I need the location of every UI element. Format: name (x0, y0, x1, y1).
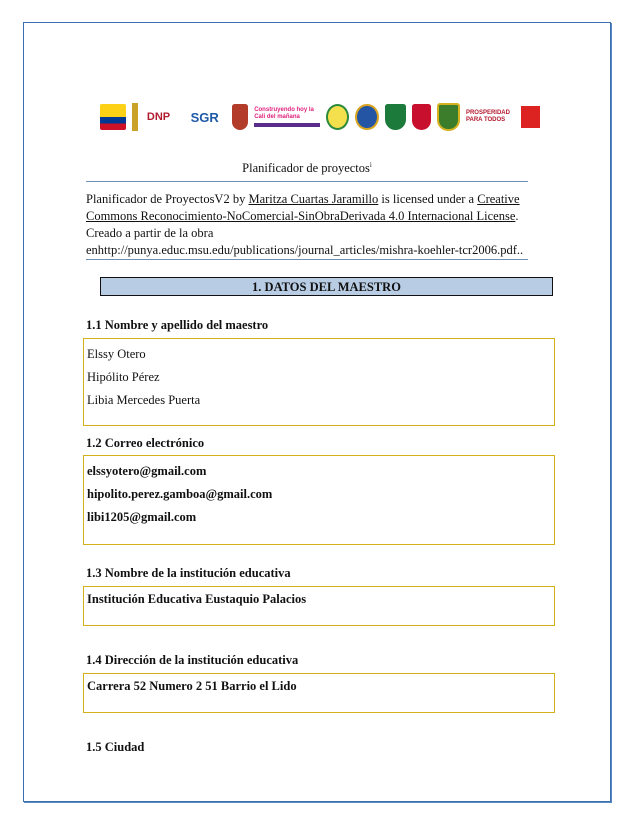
correo-value-1: elssyotero@gmail.com (87, 464, 207, 478)
document-title-text: Planificador de proyectos (242, 161, 370, 176)
author-link[interactable]: Maritza Cuartas Jaramillo (248, 192, 379, 206)
title-divider (86, 181, 528, 182)
license-source-url: enhttp://punya.educ.msu.edu/publications/journal_articles/mishra-koehler-tcr2006.pdf.. (86, 243, 524, 257)
construyendo-logo-text: Construyendo hoy la Cali del mañana (254, 107, 314, 120)
section-header-datos-maestro: 1. DATOS DEL MAESTRO (100, 277, 553, 296)
sena-logo-icon (521, 106, 540, 128)
seal-blue-icon (355, 104, 378, 130)
direccion-value: Carrera 52 Numero 2 51 Barrio el Lido (87, 679, 297, 693)
nombre-value-3: Libia Mercedes Puerta (87, 393, 201, 407)
dnp-logo: DNP (132, 103, 177, 131)
construyendo-bar (254, 123, 320, 127)
shield-gold-icon (437, 103, 460, 131)
nombre-value-1: Elssy Otero (87, 347, 146, 361)
direccion-field[interactable] (83, 673, 555, 713)
license-suffix: . (515, 209, 519, 223)
institucion-value: Institución Educativa Eustaquio Palacios (87, 592, 307, 606)
sgr-logo: SGR (190, 109, 219, 125)
license-prefix: Planificador de ProyectosV2 by (86, 192, 249, 206)
colombia-logo-icon (100, 104, 126, 130)
license-link[interactable]: Creative Commons Reconocimiento-NoComercial-SinObraDerivada 4.0 Internacional License (86, 192, 520, 223)
ciudad-label: 1.5 Ciudad (86, 740, 145, 754)
correo-value-2: hipolito.perez.gamboa@gmail.com (87, 487, 273, 501)
license-middle: is licensed under a (378, 192, 478, 206)
seal-icon (326, 104, 349, 130)
document-title (86, 161, 528, 176)
institucion-field[interactable] (83, 586, 555, 626)
nombre-label: 1.1 Nombre y apellido del maestro (86, 318, 269, 332)
nombre-field[interactable] (83, 338, 555, 426)
shield-red-icon (412, 104, 431, 130)
shield-green-icon (385, 104, 406, 130)
license-divider (86, 259, 528, 260)
correo-value-3: libi1205@gmail.com (87, 510, 197, 524)
correo-label: 1.2 Correo electrónico (86, 436, 205, 450)
correo-field[interactable] (83, 455, 555, 545)
title-footnote-mark: i (369, 161, 372, 169)
logo-strip (100, 96, 540, 138)
construyendo-logo (254, 102, 320, 132)
license-source-intro: Creado a partir de la obra (86, 226, 214, 240)
escudo-icon (232, 104, 248, 130)
direccion-label: 1.4 Dirección de la institución educativa (86, 653, 299, 667)
license-paragraph (86, 191, 536, 259)
institucion-label: 1.3 Nombre de la institución educativa (86, 566, 291, 580)
nombre-value-2: Hipólito Pérez (87, 370, 160, 384)
prosperidad-logo: PROSPERIDAD PARA TODOS (465, 110, 510, 123)
